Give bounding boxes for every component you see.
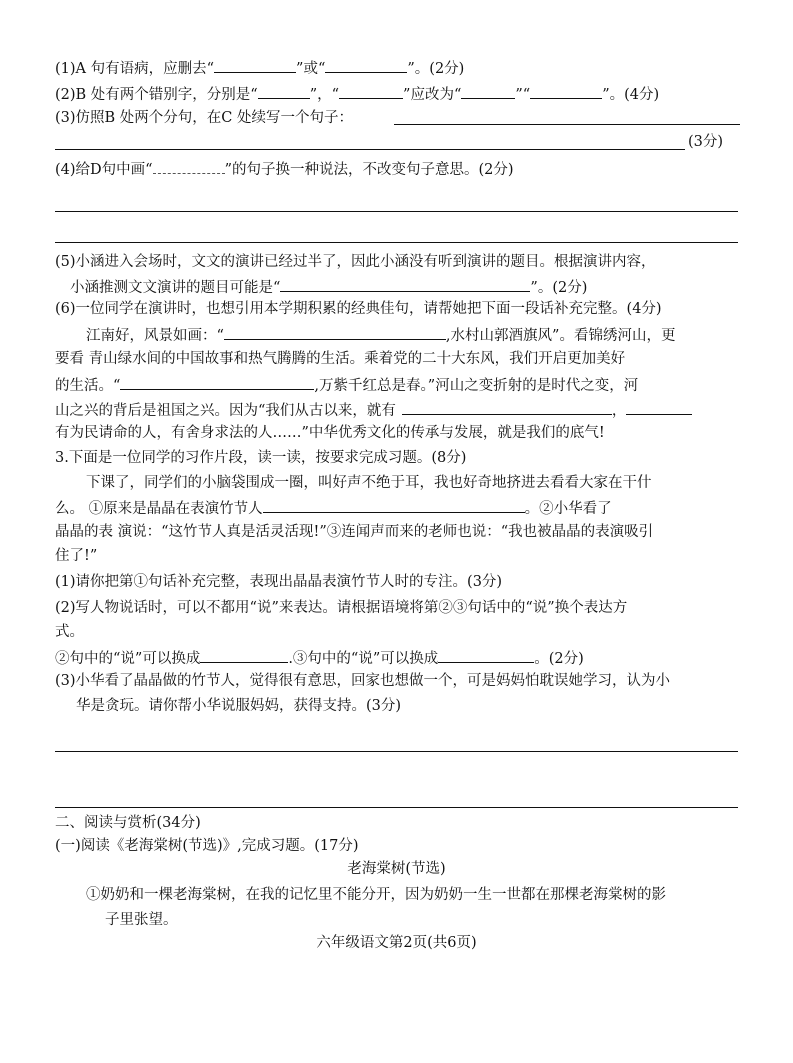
q6-text: ,水村山郭酒旗风”。看锦绣河山，更 (445, 328, 676, 344)
s3-question-2-answer (55, 647, 584, 669)
answer-blank[interactable] (626, 399, 692, 415)
answer-blank[interactable] (200, 647, 288, 663)
question-6-line3: 要看 青山绿水间的中国故事和热气腾腾的生活。乘着党的二十大东风，我们开启更加美好 (55, 351, 626, 367)
s3-question-3-cont: 华是贪玩。请你帮小华说服妈妈，获得支持。(3分) (76, 698, 402, 714)
s3-question-3: (3)小华看了晶晶做的竹节人，觉得很有意思，回家也想做一个，可是妈妈怕耽误她学习，认为小 (55, 673, 671, 689)
question-4 (55, 158, 514, 180)
s3-question-2: (2)写人物说话时，可以不都用“说”来表达。请根据语境将第②③句话中的“说”换个表达方 (55, 600, 628, 616)
passage-text: 么。 ①原来是晶晶在表演竹节人 (55, 501, 263, 517)
question-6-line1: (6)一位同学在演讲时，也想引用本学期积累的经典佳句，请帮她把下面一段话补充完整。(4分) (55, 301, 662, 317)
answer-blank[interactable] (224, 324, 446, 340)
s3-question-1: (1)请你把第①句话补充完整，表现出晶晶表演竹节人时的专注。(3分) (55, 574, 503, 590)
question-6-line4 (55, 374, 638, 396)
q5-text-b: ”。(2分) (530, 280, 588, 296)
question-6-line5 (55, 399, 692, 421)
section-3-title: 3.下面是一位同学的习作片段，读一读，按要求完成习题。(8分) (55, 450, 467, 466)
q1-text-a: (1)A 句有语病，应删去“ (55, 61, 215, 77)
question-6-line6: 有为民请命的人，有舍身求法的人……”中华优秀文化的传承与发展，就是我们的底气! (55, 425, 605, 441)
answer-blank[interactable] (325, 57, 407, 73)
q-text: ②句中的“说”可以换成 (55, 651, 201, 667)
s3-question-2-cont: 式。 (55, 624, 84, 640)
wavy-underline-blank (153, 158, 225, 174)
q6-text: 的生活。“ (55, 378, 121, 394)
q1-text-b: ”或“ (296, 61, 326, 77)
q3-score: (3分) (688, 134, 724, 150)
article-title: 老海棠树(节选) (347, 861, 446, 877)
answer-blank[interactable] (530, 83, 602, 99)
q1-text-c: ”。(2分) (407, 61, 465, 77)
answer-blank[interactable] (461, 83, 515, 99)
passage-line (55, 497, 612, 519)
article-paragraph: ①奶奶和一棵老海棠树，在我的记忆里不能分开，因为奶奶一生一世都在那棵老海棠树的影 (86, 887, 666, 903)
passage-line: 住了!” (55, 548, 98, 564)
q2-text-d: ”“ (515, 87, 531, 103)
q2-text-c: ”应改为“ (403, 87, 462, 103)
question-1 (55, 57, 464, 79)
q6-text: 江南好，风景如画：“ (86, 328, 224, 344)
question-5-line1: (5)小涵进入会场时，文文的演讲已经过半了，因此小涵没有听到演讲的题目。根据演讲内容， (55, 254, 656, 270)
answer-blank[interactable] (258, 83, 310, 99)
q6-text: ,万紫千红总是春。”河山之变折射的是时代之变，河 (314, 378, 639, 394)
part-2-subtitle: (一)阅读《老海棠树(节选)》,完成习题。(17分) (55, 838, 359, 854)
passage-text: 。②小华看了 (524, 501, 612, 517)
q2-text-e: ”。(4分) (602, 87, 660, 103)
question-6-line2 (86, 324, 675, 346)
answer-line[interactable] (55, 751, 738, 752)
answer-line[interactable] (55, 211, 738, 212)
answer-line[interactable] (394, 124, 740, 125)
answer-blank[interactable] (280, 276, 530, 292)
q3-text: (3)仿照B 处两个分句，在C 处续写一个句子： (55, 110, 354, 126)
passage-line: 晶晶的表 演说：“这竹节人真是活灵活现!”③连闻声而来的老师也说：“我也被晶晶的表演吸引 (55, 524, 654, 540)
answer-blank[interactable] (120, 374, 314, 390)
answer-blank[interactable] (214, 57, 296, 73)
article-paragraph-cont: 子里张望。 (105, 912, 178, 928)
answer-blank[interactable] (339, 83, 403, 99)
answer-blank[interactable] (263, 497, 525, 513)
q6-text: ， (611, 403, 627, 419)
q2-text-b: ”，“ (309, 87, 340, 103)
q5-text-a: 小涵推测文文演讲的题目可能是“ (70, 280, 281, 296)
answer-blank[interactable] (438, 647, 534, 663)
question-5-line2 (70, 276, 587, 298)
q4-text-a: (4)给D句中画“ (55, 162, 153, 178)
passage-line: 下课了，同学们的小脑袋围成一圈，叫好声不绝于耳，我也好奇地挤进去看看大家在干什 (86, 475, 652, 491)
q-text: .③句中的“说”可以换成 (288, 651, 439, 667)
question-2 (55, 83, 659, 105)
answer-blank[interactable] (402, 399, 612, 415)
q-text: 。(2分) (534, 651, 584, 667)
answer-line[interactable] (55, 242, 738, 243)
q2-text-a: (2)B 处有两个错别字，分别是“ (55, 87, 258, 103)
q6-text: 山之兴的背后是祖国之兴。因为“我们从古以来，就有 (55, 403, 396, 419)
question-3 (55, 108, 353, 128)
q4-text-b: ”的句子换一种说法，不改变句子意思。(2分) (224, 162, 514, 178)
answer-line[interactable] (55, 807, 738, 808)
part-2-title: 二、阅读与赏析(34分) (55, 815, 201, 831)
page-footer: 六年级语文第2页(共6页) (316, 935, 477, 951)
answer-line[interactable] (55, 149, 685, 150)
